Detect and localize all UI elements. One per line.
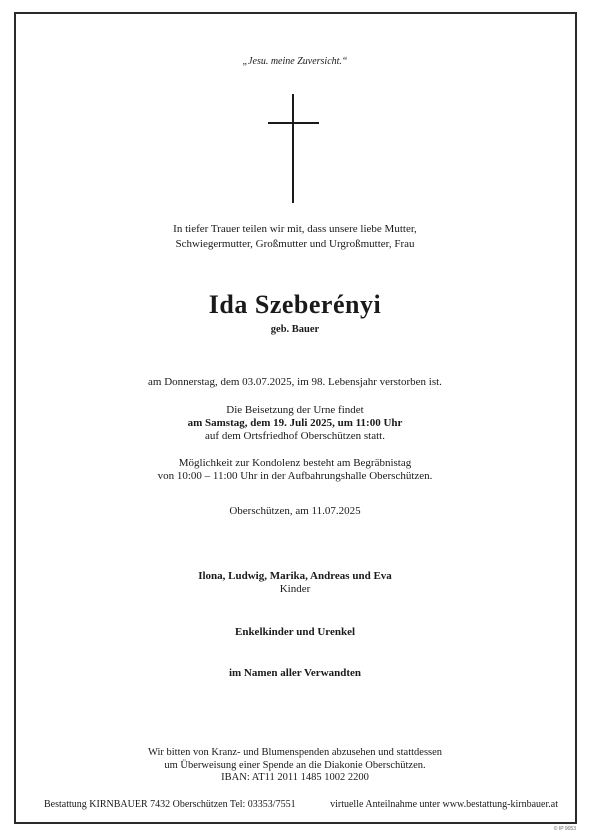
footer-website: virtuelle Anteilnahme unter www.bestattung-kirnbauer.at: [330, 799, 558, 810]
mourners-children: [0, 570, 590, 596]
intro-line: In tiefer Trauer teilen wir mit, dass unsere liebe Mutter,: [173, 223, 417, 235]
donation-request: [0, 747, 590, 785]
print-code: © IP 9053: [553, 826, 576, 832]
intro-line: Schwiegermutter, Großmutter und Urgroßmutter, Frau: [175, 238, 415, 250]
motto: „Jesu. meine Zuversicht.“: [242, 56, 348, 67]
cross-icon-bar: [268, 122, 319, 124]
condolence-info: [0, 457, 590, 483]
place-date: Oberschützen, am 11.07.2025: [229, 505, 361, 517]
condolence-line: Möglichkeit zur Kondolenz besteht am Begräbnistag: [178, 457, 412, 469]
request-line: um Überweisung einer Spende an die Diakonie Oberschützen.: [164, 759, 426, 771]
children-label: Kinder: [279, 583, 311, 595]
deceased-name: Ida Szeberényi: [208, 290, 382, 319]
burial-date: am Samstag, dem 19. Juli 2025, um 11:00 Uhr: [187, 417, 403, 429]
cross-icon: [292, 94, 294, 203]
condolence-line: von 10:00 – 11:00 Uhr in der Aufbahrungshalle Oberschützen.: [157, 470, 433, 482]
mourners-relatives: im Namen aller Verwandten: [228, 667, 362, 679]
mourners-grandchildren: Enkelkinder und Urenkel: [234, 626, 356, 638]
burial-info: [0, 404, 590, 443]
burial-line: Die Beisetzung der Urne findet: [226, 404, 364, 416]
iban: IBAN: AT11 2011 1485 1002 2200: [221, 772, 369, 783]
request-line: Wir bitten von Kranz- und Blumenspenden abzusehen und stattdessen: [147, 747, 443, 758]
death-date-line: am Donnerstag, dem 03.07.2025, im 98. Lebensjahr verstorben ist.: [148, 376, 442, 388]
intro-text: [0, 222, 590, 252]
burial-line: auf dem Ortsfriedhof Oberschützen statt.: [205, 430, 385, 442]
footer-funeral-home: Bestattung KIRNBAUER 7432 Oberschützen Tel: 03353/7551: [44, 799, 296, 810]
maiden-name: geb. Bauer: [270, 324, 320, 335]
children-names: Ilona, Ludwig, Marika, Andreas und Eva: [198, 570, 392, 582]
